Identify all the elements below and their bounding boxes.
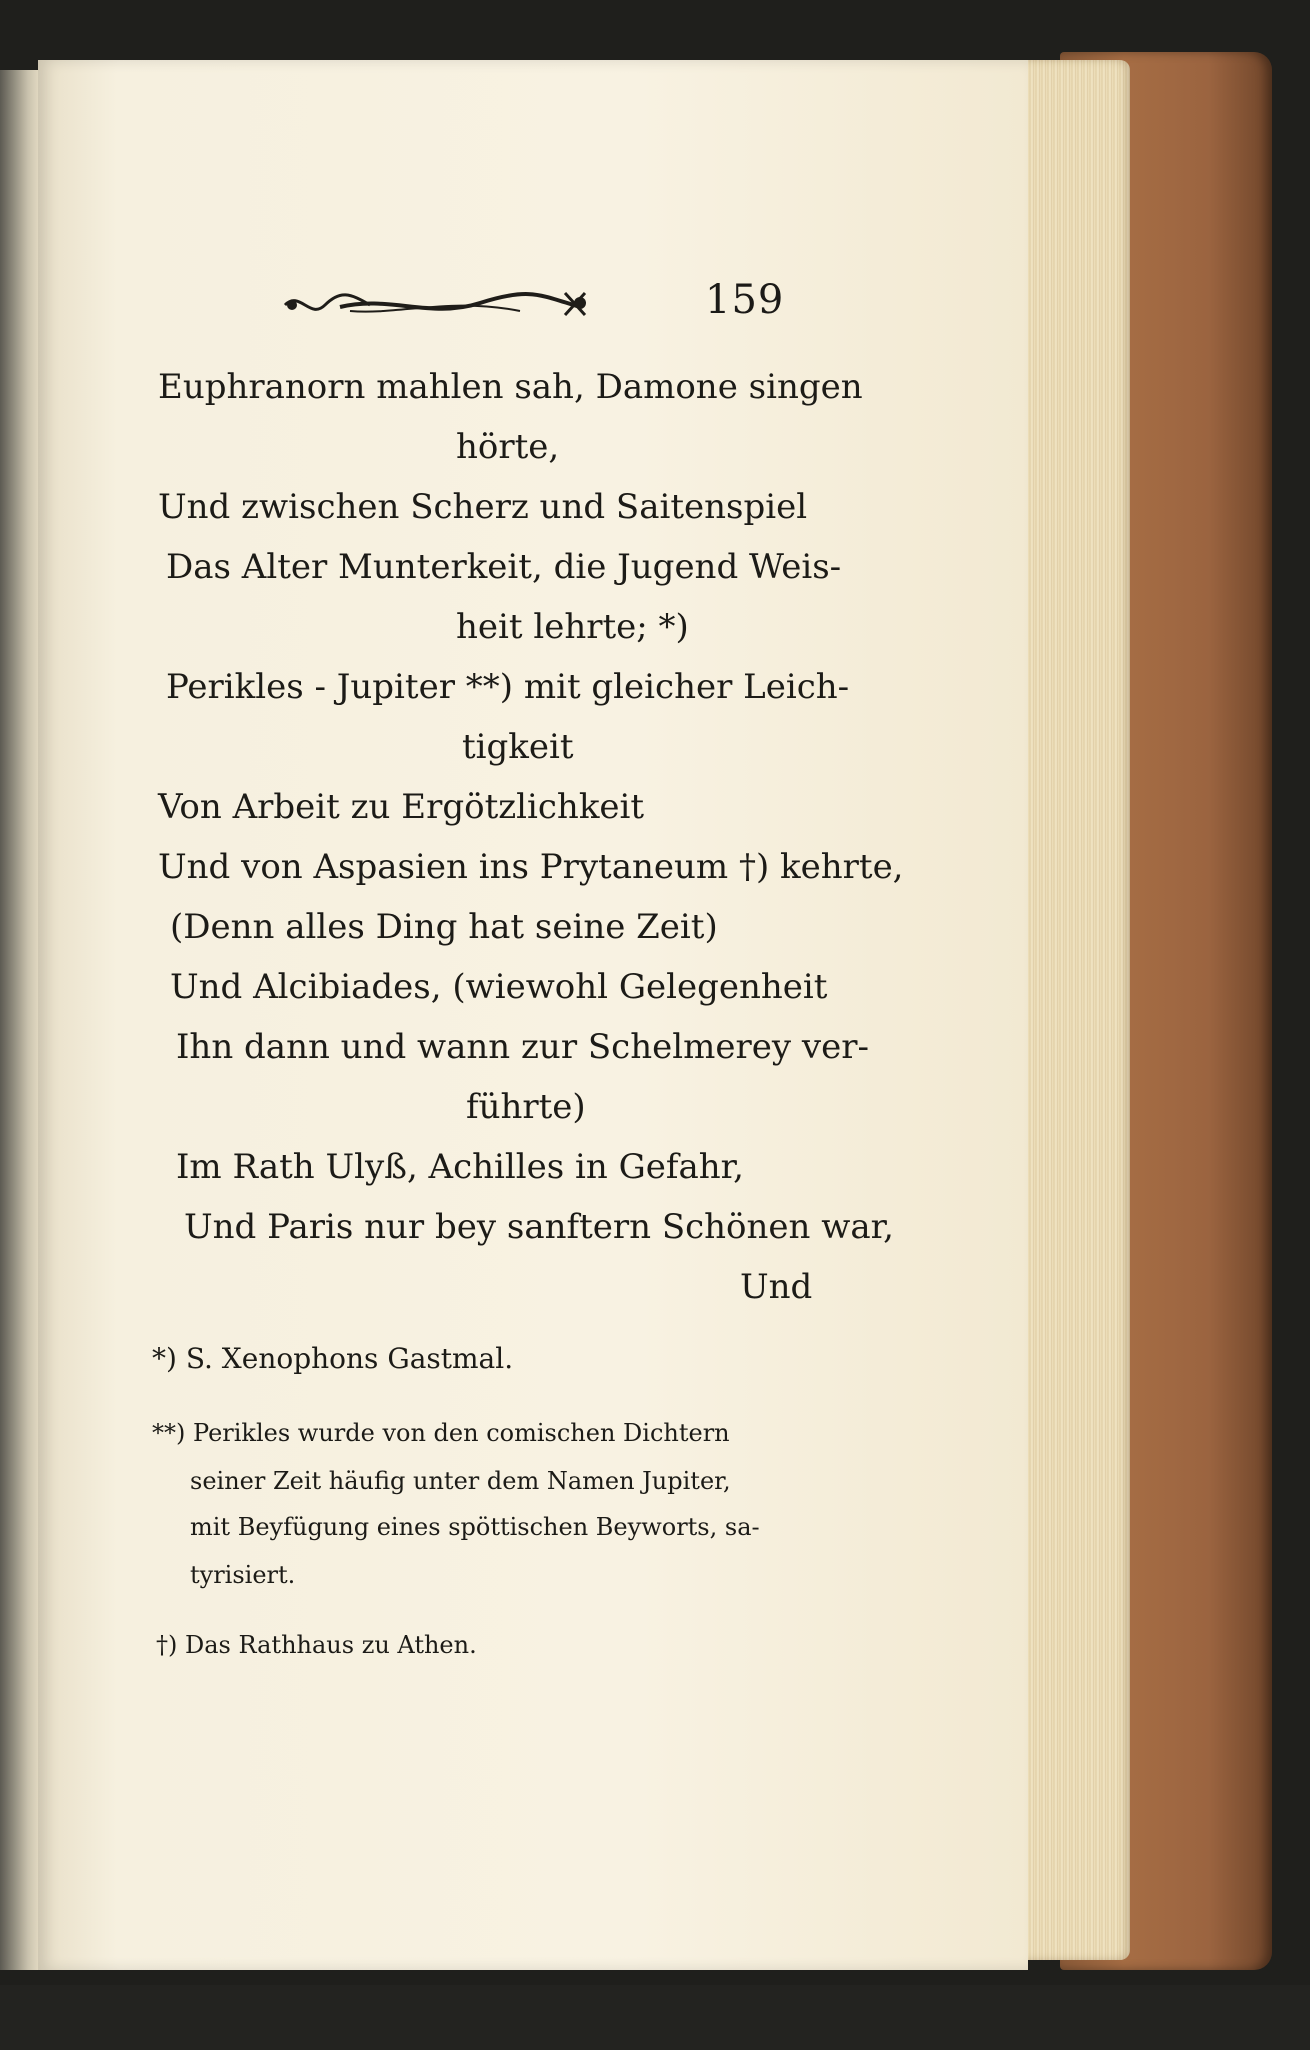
text-line: Perikles - Jupiter **) mit gleicher Leich- (166, 667, 850, 707)
text-line: tigkeit (462, 727, 574, 767)
ornament-icon (280, 285, 600, 325)
page-number: 159 (705, 277, 785, 323)
text-line: Im Rath Ulyß, Achilles in Gefahr, (176, 1147, 744, 1187)
footnote: mit Beyfügung eines spöttischen Beyworts, sa- (190, 1513, 760, 1541)
page-block-edge (1010, 60, 1130, 1960)
footnote: †) Das Rathhaus zu Athen. (156, 1631, 477, 1659)
footnote: seiner Zeit häufig unter dem Namen Jupiter, (190, 1467, 731, 1495)
text-line: Und von Aspasien ins Prytaneum †) kehrte, (158, 847, 904, 887)
text-line: Und zwischen Scherz und Saitenspiel (158, 487, 808, 527)
footnote: *) S. Xenophons Gastmal. (152, 1342, 514, 1375)
footnote: tyrisiert. (190, 1561, 296, 1589)
book-page (38, 60, 1028, 1970)
scan-bottom-strip (0, 1985, 1310, 2050)
text-line: Euphranorn mahlen sah, Damone singen (158, 367, 863, 407)
text-line: Und Paris nur bey sanftern Schönen war, (184, 1207, 894, 1247)
text-line: Das Alter Munterkeit, die Jugend Weis- (166, 547, 842, 587)
text-line: hörte, (456, 427, 560, 467)
page-header (280, 275, 800, 335)
text-line: Ihn dann und wann zur Schelmerey ver- (176, 1027, 869, 1067)
text-line: Und Alcibiades, (wiewohl Gelegenheit (170, 967, 828, 1007)
left-page-edge (0, 70, 40, 1970)
text-line: (Denn alles Ding hat seine Zeit) (170, 907, 718, 947)
text-line: heit lehrte; *) (456, 607, 689, 647)
text-line: Von Arbeit zu Ergötzlichkeit (158, 787, 645, 827)
catchword: Und (740, 1267, 813, 1307)
text-line: führte) (466, 1087, 586, 1127)
footnote: **) Perikles wurde von den comischen Dichtern (152, 1419, 730, 1447)
